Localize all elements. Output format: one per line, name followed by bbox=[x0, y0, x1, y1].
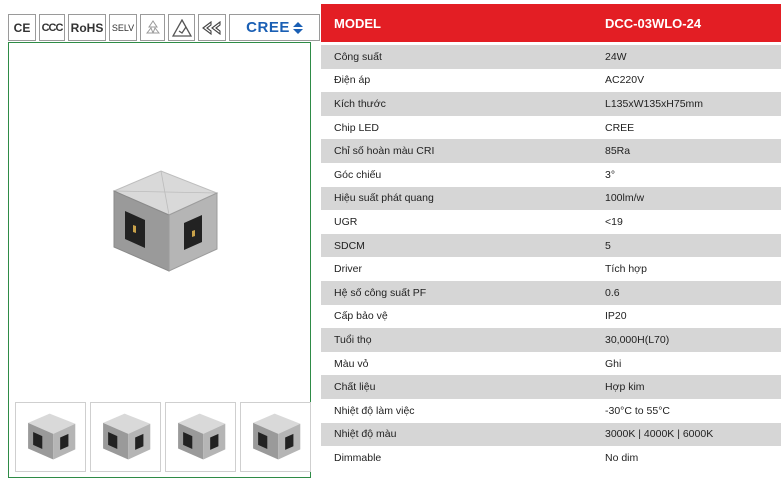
spec-label: Kích thước bbox=[334, 97, 386, 110]
spec-label: Hệ số công suất PF bbox=[334, 286, 427, 299]
spec-value: 30,000H(L70) bbox=[605, 333, 670, 346]
table-row bbox=[321, 399, 781, 423]
spec-label: Hiệu suất phát quang bbox=[334, 192, 434, 205]
spec-value: 24W bbox=[605, 50, 627, 63]
spec-value: Tích hợp bbox=[605, 263, 647, 276]
rohs-mark-icon: RoHS bbox=[68, 14, 106, 41]
spec-label: Chất liệu bbox=[334, 381, 376, 394]
spec-label: Màu vỏ bbox=[334, 357, 369, 370]
spec-label: Driver bbox=[334, 263, 362, 276]
fc-mark-icon bbox=[198, 14, 226, 41]
spec-value: 5 bbox=[605, 239, 611, 252]
spec-value: 85Ra bbox=[605, 145, 631, 158]
thumbnail-4[interactable] bbox=[240, 402, 311, 472]
thumbnail-1[interactable] bbox=[15, 402, 86, 472]
recycle-mark-icon bbox=[140, 14, 165, 41]
table-row bbox=[321, 210, 781, 234]
selv-mark-icon: SELV bbox=[109, 14, 137, 41]
spec-label: Nhiệt độ màu bbox=[334, 428, 397, 441]
ce-mark-icon: CE bbox=[8, 14, 36, 41]
spec-label: Điện áp bbox=[334, 74, 371, 87]
table-row bbox=[321, 69, 781, 93]
rcm-mark-icon bbox=[168, 14, 195, 41]
ccc-mark-icon: CCC bbox=[39, 14, 65, 41]
model-value: DCC-03WLO-24 bbox=[605, 15, 702, 31]
product-image bbox=[99, 163, 229, 283]
spec-label: UGR bbox=[334, 215, 358, 228]
spec-value: 3000K | 4000K | 6000K bbox=[605, 428, 714, 441]
table-row bbox=[321, 446, 781, 470]
spec-body bbox=[321, 42, 781, 470]
table-row bbox=[321, 423, 781, 447]
main-image-frame bbox=[8, 42, 311, 478]
thumbnail-3[interactable] bbox=[165, 402, 236, 472]
spec-value: <19 bbox=[605, 215, 623, 228]
product-gallery bbox=[4, 4, 311, 478]
certification-row bbox=[8, 14, 320, 41]
spec-header bbox=[321, 4, 781, 42]
table-row bbox=[321, 45, 781, 69]
model-label: MODEL bbox=[334, 15, 381, 31]
spec-value: 0.6 bbox=[605, 286, 620, 299]
table-row bbox=[321, 375, 781, 399]
thumbnail-image bbox=[246, 410, 306, 465]
spec-label: Công suất bbox=[334, 50, 382, 63]
spec-table bbox=[321, 4, 781, 478]
spec-value: AC220V bbox=[605, 74, 645, 87]
table-row bbox=[321, 116, 781, 140]
table-row bbox=[321, 187, 781, 211]
spec-value: 100lm/w bbox=[605, 192, 645, 205]
spec-value: L135xW135xH75mm bbox=[605, 97, 704, 110]
spec-value: 3° bbox=[605, 168, 616, 181]
spec-label: SDCM bbox=[334, 239, 365, 252]
spec-value: Hợp kim bbox=[605, 381, 645, 394]
spec-label: Góc chiếu bbox=[334, 168, 382, 181]
spec-label: Chip LED bbox=[334, 121, 379, 134]
spec-value: CREE bbox=[605, 121, 635, 134]
thumbnail-image bbox=[96, 410, 156, 465]
table-row bbox=[321, 163, 781, 187]
spec-value: No dim bbox=[605, 451, 639, 464]
spec-value: IP20 bbox=[605, 310, 627, 323]
table-row bbox=[321, 92, 781, 116]
cree-logo: CREE bbox=[229, 14, 320, 41]
thumbnail-image bbox=[21, 410, 81, 465]
table-row bbox=[321, 257, 781, 281]
spec-label: Tuổi thọ bbox=[334, 333, 372, 346]
spec-label: Chỉ số hoàn màu CRI bbox=[334, 145, 435, 158]
table-row bbox=[321, 328, 781, 352]
table-row bbox=[321, 139, 781, 163]
table-row bbox=[321, 234, 781, 258]
thumbnail-2[interactable] bbox=[90, 402, 161, 472]
spec-label: Dimmable bbox=[334, 451, 382, 464]
spec-value: -30°C to 55°C bbox=[605, 404, 671, 417]
table-row bbox=[321, 352, 781, 376]
spec-label: Cấp bảo vệ bbox=[334, 310, 388, 323]
table-row bbox=[321, 281, 781, 305]
spec-label: Nhiệt độ làm việc bbox=[334, 404, 415, 417]
spec-value: Ghi bbox=[605, 357, 622, 370]
table-row bbox=[321, 305, 781, 329]
thumbnail-image bbox=[171, 410, 231, 465]
